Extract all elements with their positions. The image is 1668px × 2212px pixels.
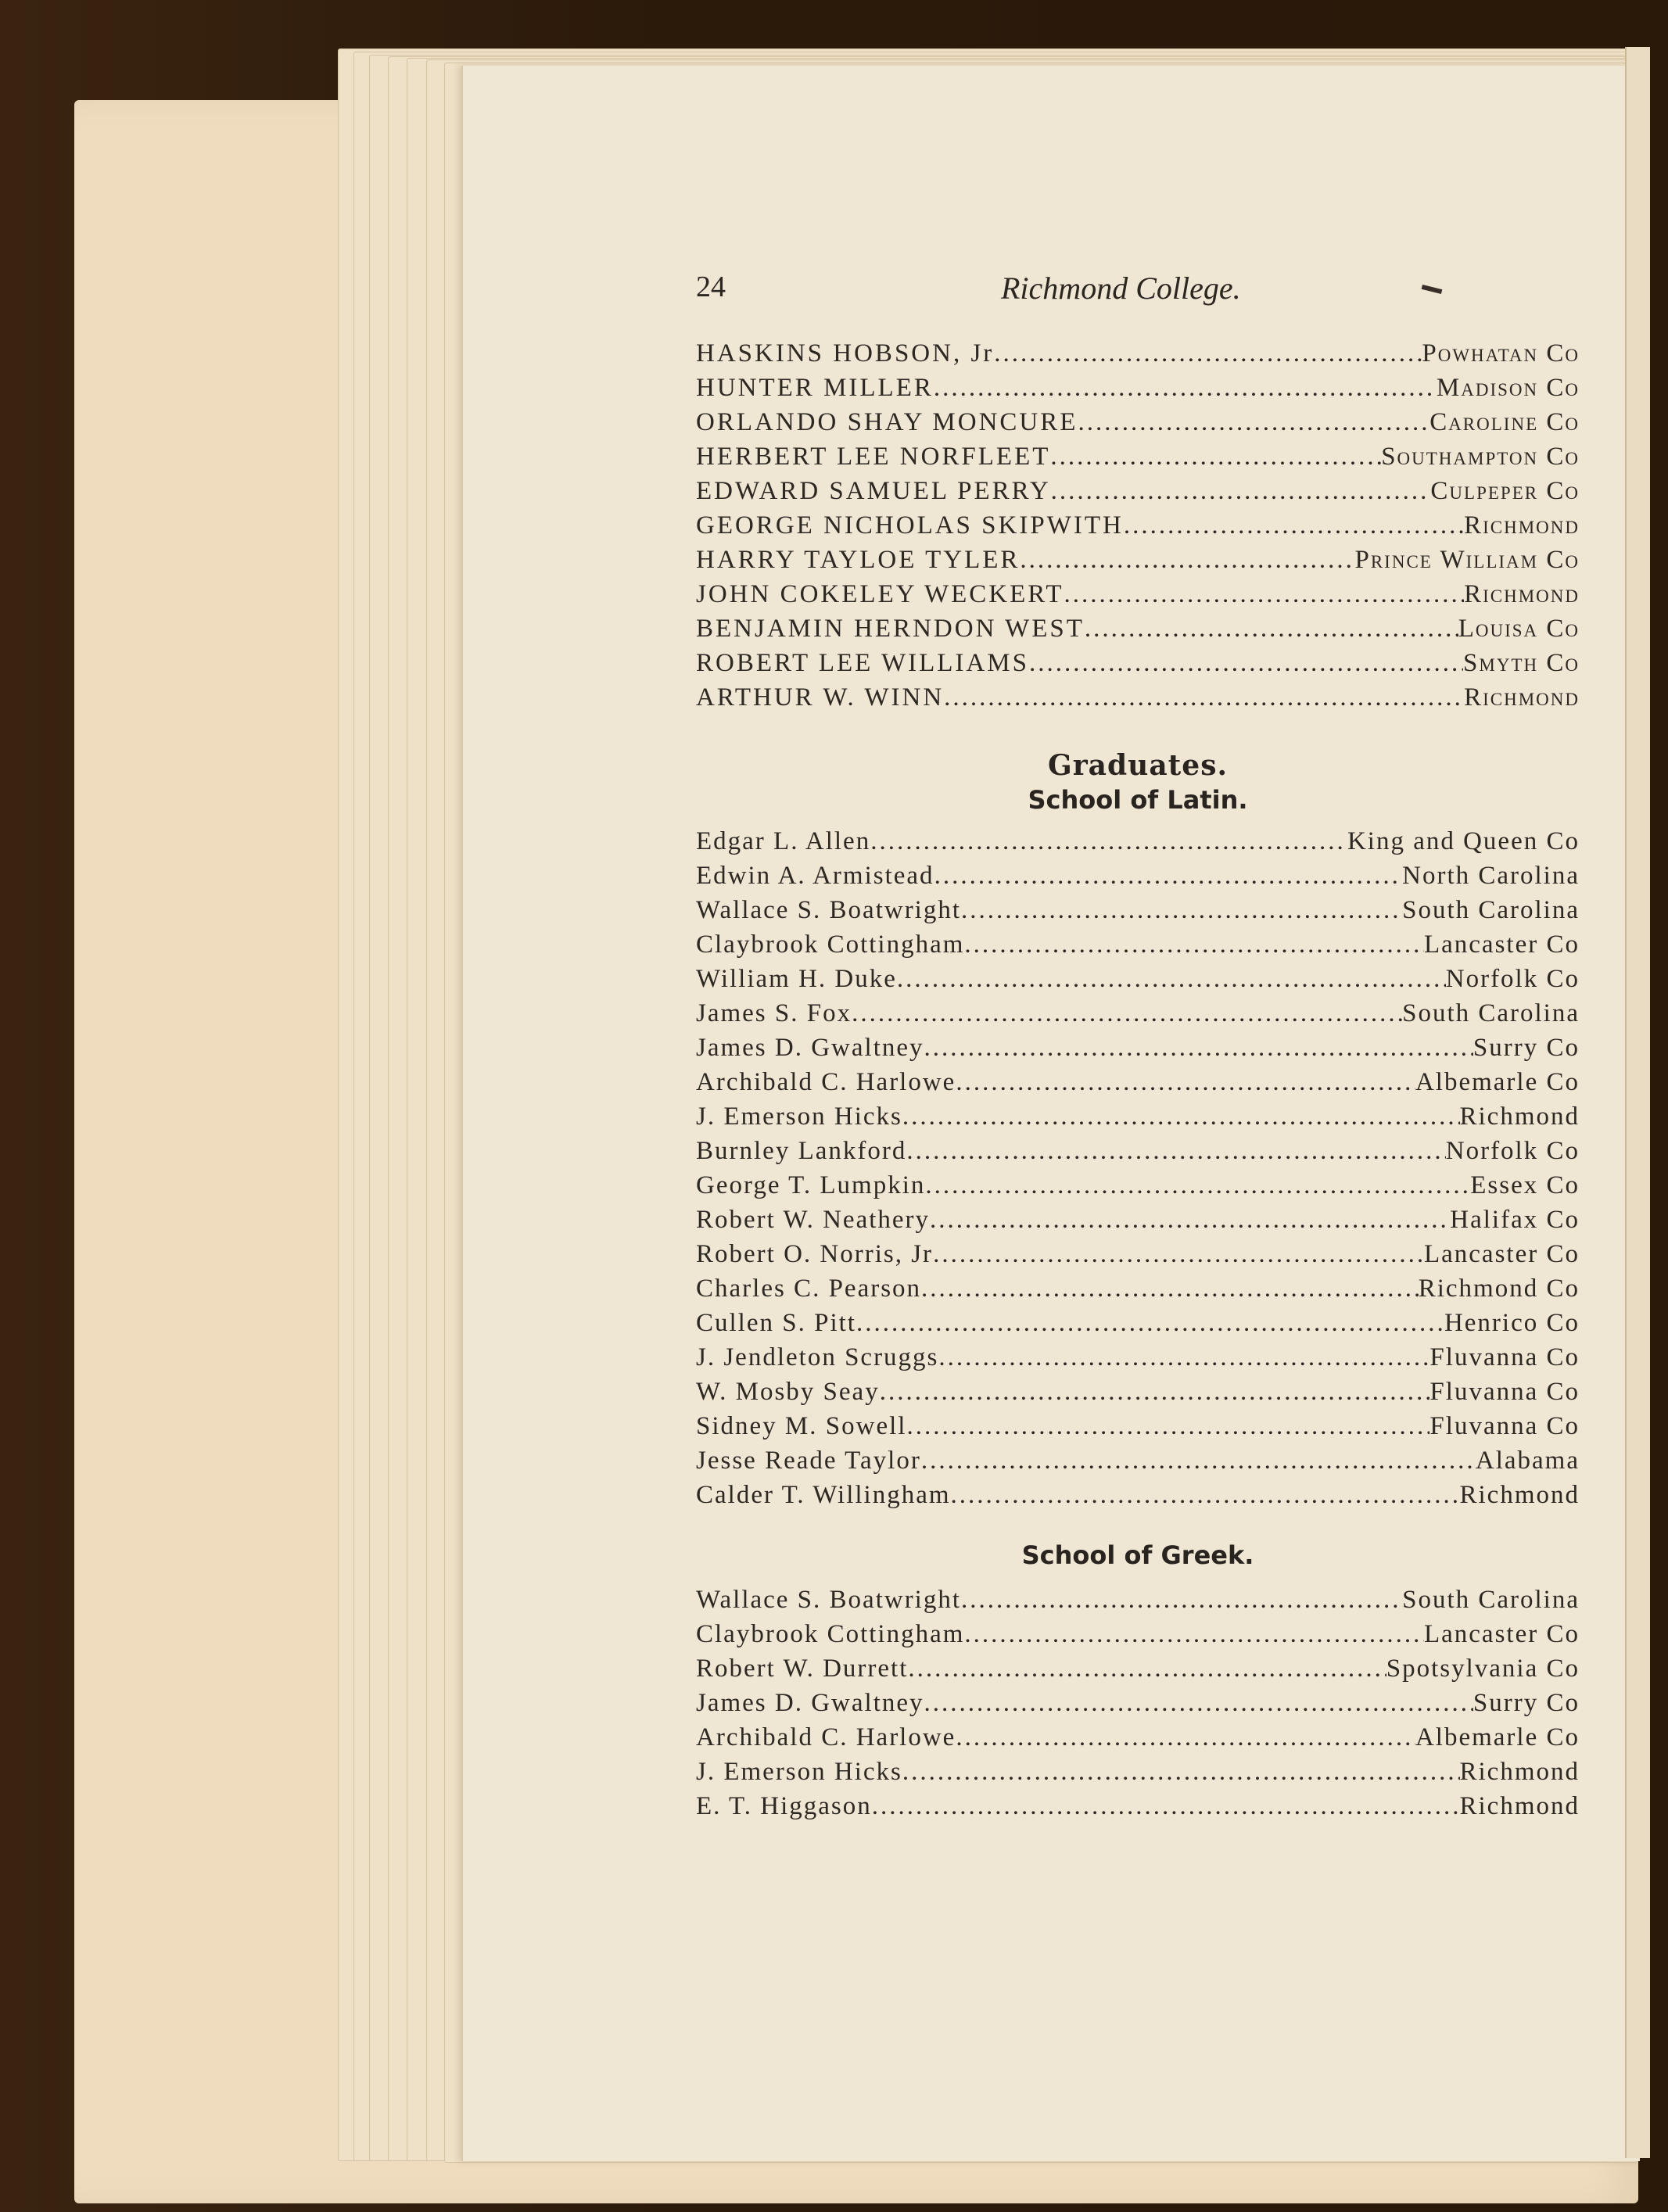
dot-leader (902, 1755, 1460, 1789)
dot-leader (921, 1271, 1419, 1306)
entry-name: Archibald C. Harlowe (696, 1723, 956, 1751)
dot-leader (902, 1099, 1460, 1134)
entry-place: Norfolk Co (1445, 965, 1580, 993)
entry-place: Fluvanna Co (1429, 1343, 1580, 1371)
greek-heading: School of Greek. (1021, 1540, 1254, 1570)
entry-place: Richmond (1464, 580, 1580, 608)
entry-place: Prince William Co (1354, 546, 1580, 574)
entry-place: North Carolina (1402, 862, 1580, 890)
entry-place: Henrico Co (1444, 1309, 1580, 1337)
dot-leader (872, 1789, 1460, 1823)
list-item (696, 1271, 1580, 1306)
entry-name: Burnley Lankford (696, 1137, 907, 1165)
dot-leader (1124, 508, 1464, 543)
list-item (696, 1583, 1580, 1617)
entry-place: Alabama (1475, 1447, 1580, 1475)
entry-name: JOHN COKELEY WECKERT (696, 580, 1064, 608)
list-item (696, 680, 1580, 715)
entry-place: Albemarle Co (1415, 1723, 1580, 1751)
dot-leader (880, 1375, 1430, 1409)
entry-name: Charles C. Pearson (696, 1274, 922, 1303)
entry-place: Norfolk Co (1445, 1137, 1580, 1165)
entry-place: Smyth Co (1463, 649, 1580, 677)
entry-name: Archibald C. Harlowe (696, 1068, 956, 1096)
entry-name: BENJAMIN HERNDON WEST (696, 615, 1085, 643)
entry-name: HUNTER MILLER (696, 374, 934, 402)
list-item (696, 824, 1580, 859)
entry-place: Richmond (1459, 1102, 1580, 1131)
list-item (696, 1617, 1580, 1651)
page-header (696, 270, 1580, 317)
entry-place: Richmond (1464, 511, 1580, 540)
dot-leader (956, 1720, 1415, 1755)
list-item (696, 1409, 1580, 1443)
dot-leader (930, 1203, 1450, 1237)
list-item (696, 1340, 1580, 1375)
entry-place: Louisa Co (1458, 615, 1580, 643)
dot-leader (1078, 405, 1429, 439)
entry-name: Claybrook Cottingham (696, 1620, 965, 1648)
dot-leader (934, 371, 1437, 405)
entry-place: Fluvanna Co (1429, 1412, 1580, 1440)
entry-place: Powhatan Co (1422, 339, 1580, 367)
entry-place: Richmond (1459, 1792, 1580, 1820)
list-item (696, 405, 1580, 439)
list-item (696, 577, 1580, 611)
entry-place: Essex Co (1470, 1171, 1580, 1199)
entry-name: J. Emerson Hicks (696, 1758, 902, 1786)
list-item (696, 859, 1580, 893)
dot-leader (1029, 646, 1463, 680)
entry-name: Robert W. Neathery (696, 1206, 931, 1234)
dot-leader (924, 1686, 1473, 1720)
entry-place: South Carolina (1402, 999, 1580, 1027)
list-item (696, 1651, 1580, 1686)
dot-leader (944, 680, 1464, 715)
entry-name: ARTHUR W. WINN (696, 683, 945, 712)
dot-leader (1064, 577, 1465, 611)
ink-mark (1422, 285, 1443, 294)
dot-leader (964, 1617, 1424, 1651)
entry-name: E. T. Higgason (696, 1792, 872, 1820)
running-title: Richmond College. (1001, 271, 1241, 306)
list-item (696, 508, 1580, 543)
entry-name: James S. Fox (696, 999, 852, 1027)
dot-leader (1051, 474, 1431, 508)
list-item (696, 1306, 1580, 1340)
list-item (696, 1720, 1580, 1755)
list-item (696, 1203, 1580, 1237)
dot-leader (906, 1409, 1429, 1443)
list-item (696, 371, 1580, 405)
list-item (696, 927, 1580, 962)
entry-name: EDWARD SAMUEL PERRY (696, 477, 1051, 505)
dot-leader (924, 1031, 1473, 1065)
dot-leader (1050, 439, 1381, 474)
dot-leader (934, 859, 1403, 893)
dot-leader (956, 1065, 1415, 1099)
entry-name: Robert W. Durrett (696, 1655, 909, 1683)
entry-name: William H. Duke (696, 965, 897, 993)
dot-leader (951, 1478, 1460, 1512)
list-item (696, 1237, 1580, 1271)
dot-leader (852, 996, 1402, 1031)
entry-place: Richmond (1459, 1758, 1580, 1786)
entry-name: J. Jendleton Scruggs (696, 1343, 939, 1371)
dot-leader (1020, 543, 1354, 577)
entry-name: HERBERT LEE NORFLEET (696, 443, 1051, 471)
dot-leader (897, 962, 1446, 996)
list-item (696, 611, 1580, 646)
student-list (696, 336, 1580, 715)
latin-heading: School of Latin. (1028, 785, 1248, 815)
entry-place: South Carolina (1402, 1586, 1580, 1614)
entry-place: Culpeper Co (1430, 477, 1580, 505)
list-item (696, 1099, 1580, 1134)
dot-leader (933, 1237, 1424, 1271)
entry-name: Edgar L. Allen (696, 827, 871, 855)
list-item (696, 439, 1580, 474)
entry-place: Southampton Co (1381, 443, 1580, 471)
list-item (696, 962, 1580, 996)
dot-leader (994, 336, 1422, 371)
dot-leader (1085, 611, 1458, 646)
dot-leader (921, 1443, 1476, 1478)
entry-place: South Carolina (1402, 896, 1580, 924)
entry-place: Surry Co (1473, 1689, 1580, 1717)
dot-leader (938, 1340, 1429, 1375)
entry-place: Caroline Co (1429, 408, 1580, 436)
page-number: 24 (696, 271, 726, 303)
entry-place: Richmond (1459, 1481, 1580, 1509)
entry-place: Richmond Co (1418, 1274, 1580, 1303)
entry-name: GEORGE NICHOLAS SKIPWITH (696, 511, 1124, 540)
entry-name: James D. Gwaltney (696, 1689, 924, 1717)
entry-name: George T. Lumpkin (696, 1171, 926, 1199)
entry-place: Albemarle Co (1415, 1068, 1580, 1096)
greek-list (696, 1583, 1580, 1823)
entry-name: W. Mosby Seay (696, 1378, 880, 1406)
entry-name: Wallace S. Boatwright (696, 1586, 962, 1614)
entry-name: J. Emerson Hicks (696, 1102, 902, 1131)
entry-name: Wallace S. Boatwright (696, 896, 962, 924)
entry-place: Fluvanna Co (1429, 1378, 1580, 1406)
graduates-heading: Graduates. (1047, 749, 1229, 782)
list-item (696, 646, 1580, 680)
entry-name: HASKINS HOBSON, Jr (696, 339, 995, 367)
entry-place: Lancaster Co (1423, 1620, 1580, 1648)
list-item (696, 1478, 1580, 1512)
dot-leader (925, 1168, 1470, 1203)
entry-name: Jesse Reade Taylor (696, 1447, 921, 1475)
list-item (696, 996, 1580, 1031)
entry-name: Calder T. Willingham (696, 1481, 951, 1509)
entry-name: ROBERT LEE WILLIAMS (696, 649, 1029, 677)
entry-name: James D. Gwaltney (696, 1034, 924, 1062)
entry-name: ORLANDO SHAY MONCURE (696, 408, 1078, 436)
list-item (696, 1686, 1580, 1720)
entry-name: Robert O. Norris, Jr (696, 1240, 934, 1268)
entry-name: Cullen S. Pitt (696, 1309, 856, 1337)
list-item (696, 336, 1580, 371)
entry-place: Surry Co (1473, 1034, 1580, 1062)
dot-leader (906, 1134, 1445, 1168)
entry-place: King and Queen Co (1347, 827, 1580, 855)
dot-leader (961, 1583, 1402, 1617)
list-item (696, 1443, 1580, 1478)
entry-place: Richmond (1464, 683, 1580, 712)
entry-place: Lancaster Co (1423, 1240, 1580, 1268)
list-item (696, 1031, 1580, 1065)
entry-place: Spotsylvania Co (1386, 1655, 1580, 1683)
list-item (696, 893, 1580, 927)
list-item (696, 543, 1580, 577)
entry-name: Sidney M. Sowell (696, 1412, 907, 1440)
dot-leader (961, 893, 1402, 927)
entry-place: Halifax Co (1450, 1206, 1580, 1234)
dot-leader (856, 1306, 1444, 1340)
dot-leader (908, 1651, 1386, 1686)
entry-name: Edwin A. Armistead (696, 862, 934, 890)
list-item (696, 1375, 1580, 1409)
list-item (696, 1789, 1580, 1823)
dot-leader (964, 927, 1424, 962)
list-item (696, 474, 1580, 508)
list-item (696, 1168, 1580, 1203)
entry-place: Lancaster Co (1423, 930, 1580, 959)
list-item (696, 1065, 1580, 1099)
facing-page-edge (1625, 47, 1650, 2158)
list-item (696, 1134, 1580, 1168)
entry-name: Claybrook Cottingham (696, 930, 965, 959)
list-item (696, 1755, 1580, 1789)
latin-list (696, 824, 1580, 1512)
dot-leader (870, 824, 1347, 859)
entry-name: HARRY TAYLOE TYLER (696, 546, 1021, 574)
entry-place: Madison Co (1436, 374, 1580, 402)
